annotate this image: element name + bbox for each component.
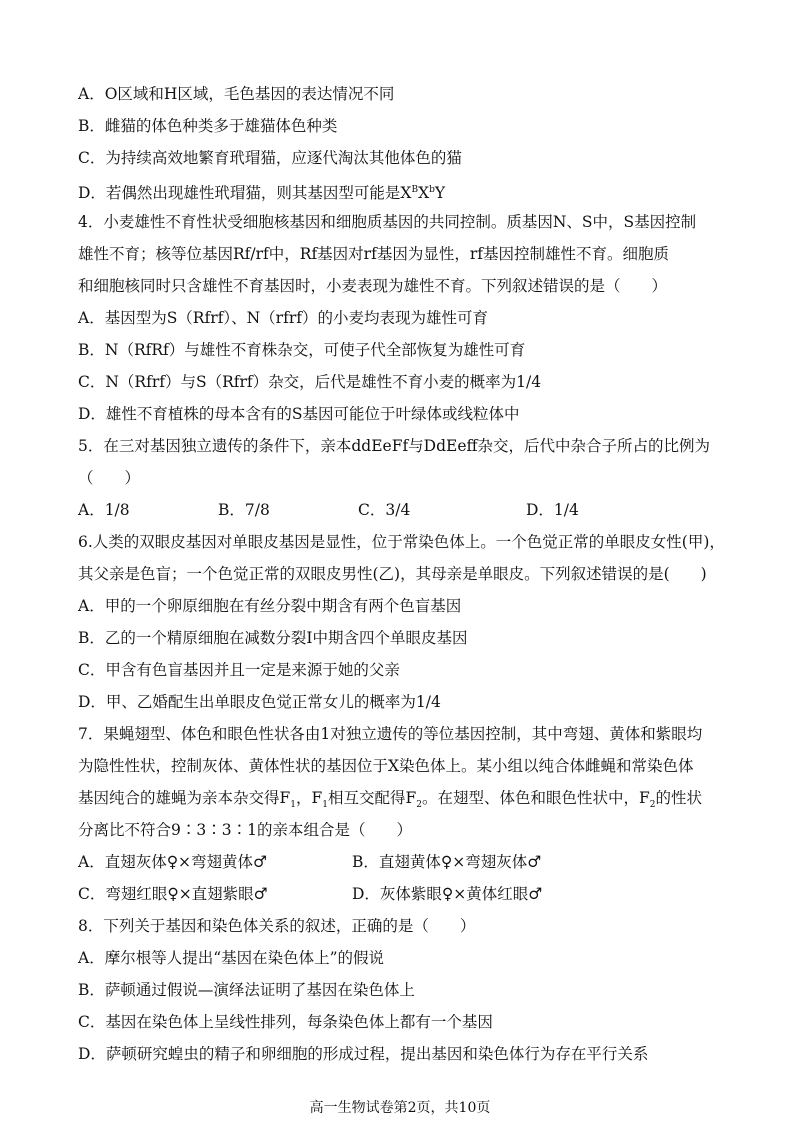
q7-stem3-sub1: 1 [290,800,296,811]
q7-stem-line2: 为隐性性状，控制灰体、黄体性状的基因位于X染色体上。某小组以纯合体雌蝇和常染色体 [78,757,694,775]
q3-option-c: C．为持续高效地繁育玳瑁猫，应逐代淘汰其他体色的猫 [78,149,462,167]
q4-option-a: A．基因型为S（Rfrf）、N（rfrf）的小麦均表现为雄性可育 [78,309,488,327]
q6-option-d: D．甲、乙婚配生出单眼皮色觉正常女儿的概率为1/4 [78,693,441,711]
q3-option-d-text: D．若偶然出现雄性玳瑁猫，则其基因型可能是X [78,184,412,203]
q4-stem-line2: 雄性不育；核等位基因Rf/rf中，Rf基因对rf基因为显性，rf基因控制雄性不育。细胞质 [78,245,669,263]
q4-option-b: B．N（RfRf）与雄性不育株杂交，可使子代全部恢复为雄性可育 [78,341,526,359]
q3-option-d-end: Y [434,184,446,203]
q7-options-row1 [78,851,738,873]
q4-option-d: D．雄性不育植株的母本含有的S基因可能位于叶绿体或线粒体中 [78,405,520,423]
q4-option-c: C．N（Rfrf）与S（Rfrf）杂交，后代是雄性不育小麦的概率为1/4 [78,373,542,391]
q7-option-c: C．弯翅红眼♀×直翅紫眼♂ [78,885,268,903]
q8-option-c: C．基因在染色体上呈线性排列，每条染色体上都有一个基因 [78,1013,493,1031]
q7-option-d: D．灰体紫眼♀×黄体红眼♂ [352,885,543,903]
q7-stem3-c: 相互交配得F [328,789,417,807]
page-footer: 高一生物试卷第2页，共10页 [309,1100,491,1116]
q8-option-a: A．摩尔根等人提出“基因在染色体上”的假说 [78,949,385,967]
q7-stem3-a: 基因纯合的雄蝇为亲本杂交得F [78,789,291,807]
q3-option-d-sup1: B [411,185,419,195]
q7-stem-line4: 分离比不符合9∶3∶3∶1的亲本组合是（ ） [78,821,412,839]
q3-option-d [78,179,445,204]
q3-option-b: B．雌猫的体色种类多于雄猫体色种类 [78,117,338,135]
q7-stem3-d: 。在翅型、体色和眼色性状中，F [422,789,650,807]
q7-stem3-sub4: 2 [649,800,656,811]
q8-option-b: B．萨顿通过假说—演绎法证明了基因在染色体上 [78,981,415,999]
q5-option-c: C．3/4 [358,501,411,519]
q6-option-b: B．乙的一个精原细胞在减数分裂Ⅰ中期含四个单眼皮基因 [78,629,468,647]
q6-stem-line2: 其父亲是色盲；一个色觉正常的双眼皮男性(乙)，其母亲是单眼皮。下列叙述错误的是( ) [78,565,707,583]
q3-option-d-mid: X [418,184,430,203]
q7-option-b: B．直翅黄体♀×弯翅灰体♂ [352,853,542,871]
q5-options-row [78,499,738,521]
q6-option-c: C．甲含有色盲基因并且一定是来源于她的父亲 [78,661,400,679]
q6-option-a: A．甲的一个卵原细胞在有丝分裂中期含有两个色盲基因 [78,597,462,615]
q3-option-d-sup2: b [429,185,435,195]
q5-option-a: A．1/8 [78,501,130,519]
q4-stem-line3: 和细胞核同时只含雄性不育基因时，小麦表现为雄性不育。下列叙述错误的是（ ） [78,277,668,295]
q3-option-a: A．O区域和H区域，毛色基因的表达情况不同 [78,85,395,103]
q8-option-d: D．萨顿研究蝗虫的精子和卵细胞的形成过程，提出基因和染色体行为存在平行关系 [78,1045,649,1063]
q7-options-row2 [78,883,738,905]
q8-stem: 8．下列关于基因和染色体关系的叙述，正确的是（ ） [78,917,476,935]
q5-stem-line2: （ ） [78,469,141,487]
q7-stem-line1: 7．果蝇翅型、体色和眼色性状各由1对独立遗传的等位基因控制，其中弯翅、黄体和紫眼均 [78,725,703,743]
q7-stem3-b: ，F [296,789,323,807]
q6-stem-line1: 6.人类的双眼皮基因对单眼皮基因是显性，位于常染色体上。一个色觉正常的单眼皮女性(甲)， [78,533,725,551]
q5-option-d: D．1/4 [526,501,579,519]
q5-stem-line1: 5．在三对基因独立遗传的条件下，亲本ddEeFf与DdEeff杂交，后代中杂合子所占的比例为 [78,437,711,455]
q5-option-b: B．7/8 [218,501,270,519]
q7-stem3-e: 的性状 [655,789,703,807]
q7-stem3-sub2: 1 [322,800,328,811]
q7-stem3-sub3: 2 [416,800,422,811]
q4-stem-line1: 4．小麦雄性不育性状受细胞核基因和细胞质基因的共同控制。质基因N、S中，S基因控制 [78,213,697,231]
q7-stem-line3 [78,787,702,816]
q7-option-a: A．直翅灰体♀×弯翅黄体♂ [78,853,267,871]
